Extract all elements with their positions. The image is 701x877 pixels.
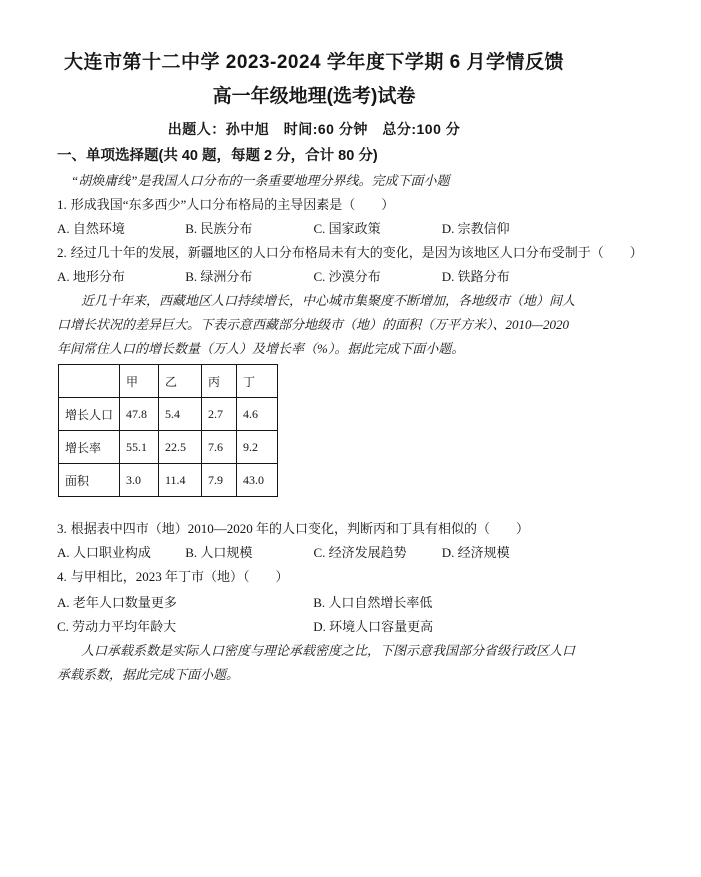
table-cell: 47.8	[120, 398, 159, 431]
question-2-text: 经过几十年的发展，新疆地区的人口分布格局未有大的变化，是因为该地区人口分布受制于（ ）	[70, 245, 643, 260]
exam-title: 大连市第十二中学 2023-2024 学年度下学期 6 月学情反馈	[63, 52, 565, 73]
option-a: A. 人口职业构成	[57, 545, 151, 560]
table-header-cell: 丁	[237, 365, 278, 398]
option-b: B. 民族分布	[185, 221, 253, 236]
table-header-row	[59, 365, 278, 398]
question-4-options-row-2	[57, 615, 647, 639]
question-4-stem	[57, 565, 647, 589]
table-header-cell: 丙	[202, 365, 237, 398]
option-c: C. 经济发展趋势	[313, 545, 407, 560]
question-4-number: 4.	[57, 569, 67, 584]
passage-hu-line: “胡焕庸线”是我国人口分布的一条重要地理分界线。完成下面小题	[71, 173, 450, 188]
question-2-number: 2.	[57, 245, 67, 260]
question-1-options	[57, 217, 647, 241]
option-a: A. 地形分布	[57, 269, 125, 284]
table-row	[59, 431, 278, 464]
exam-meta-line: 出题人：孙中旭 时间:60 分钟 总分:100 分	[167, 121, 461, 137]
option-c: C. 沙漠分布	[313, 269, 381, 284]
question-3-options	[57, 541, 647, 565]
passage-bearing-coefficient: 人口承载系数是实际人口密度与理论承载密度之比，下图示意我国部分省级行政区人口承载系数，据此完成下面小题。	[57, 643, 576, 682]
table-cell: 3.0	[120, 464, 159, 497]
question-4-text: 与甲相比，2023 年丁市（地）（ ）	[70, 569, 289, 584]
option-b: B. 绿洲分布	[185, 269, 253, 284]
question-1-stem	[57, 193, 647, 217]
option-c: C. 劳动力平均年龄大	[57, 619, 177, 634]
option-b: B. 人口规模	[185, 545, 253, 560]
question-2-options	[57, 265, 647, 289]
question-4-options	[57, 591, 647, 639]
question-3-number: 3.	[57, 521, 67, 536]
exam-body	[57, 146, 647, 687]
table-cell: 2.7	[202, 398, 237, 431]
option-d: D. 环境人口容量更高	[313, 619, 434, 634]
option-d: D. 铁路分布	[441, 269, 510, 284]
question-3-stem	[57, 517, 647, 541]
option-a: A. 老年人口数量更多	[57, 595, 177, 610]
table-cell: 11.4	[159, 464, 202, 497]
question-1-text: 形成我国“东多西少”人口分布格局的主导因素是（ ）	[70, 197, 395, 212]
table-header-cell: 乙	[159, 365, 202, 398]
table-cell: 7.6	[202, 431, 237, 464]
table-cell: 4.6	[237, 398, 278, 431]
option-a: A. 自然环境	[57, 221, 125, 236]
section-heading: 一、单项选择题(共 40 题，每题 2 分，合计 80 分)	[57, 148, 378, 164]
table-row	[59, 464, 278, 497]
table-header-cell: 甲	[120, 365, 159, 398]
table-cell: 9.2	[237, 431, 278, 464]
exam-header	[57, 0, 571, 139]
table-cell: 55.1	[120, 431, 159, 464]
table-cell: 5.4	[159, 398, 202, 431]
question-4-options-row-1	[57, 591, 647, 615]
option-c: C. 国家政策	[313, 221, 381, 236]
row-label: 面积	[59, 464, 120, 497]
table-cell: 43.0	[237, 464, 278, 497]
question-2-stem	[57, 241, 647, 265]
table-cell: 7.9	[202, 464, 237, 497]
table-header-cell	[59, 365, 120, 398]
option-d: D. 经济规模	[441, 545, 510, 560]
exam-subtitle: 高一年级地理(选考)试卷	[212, 86, 416, 107]
table-cell: 22.5	[159, 431, 202, 464]
option-d: D. 宗教信仰	[441, 221, 510, 236]
table-row	[59, 398, 278, 431]
tibet-data-table	[58, 364, 278, 497]
option-b: B. 人口自然增长率低	[313, 595, 433, 610]
passage-tibet: 近几十年来，西藏地区人口持续增长，中心城市集聚度不断增加，各地级市（地）间人口增长状况的差异巨大。下表示意西藏部分地级市（地）的面积（万平方米）、2010—2020 年间常住人口的增长数量（万人）及增长率（%）。据此完成下面小题。	[57, 293, 576, 356]
row-label: 增长人口	[59, 398, 120, 431]
question-1-number: 1.	[57, 197, 67, 212]
row-label: 增长率	[59, 431, 120, 464]
question-3-text: 根据表中四市（地）2010—2020 年的人口变化，判断丙和丁具有相似的（ ）	[70, 521, 530, 536]
